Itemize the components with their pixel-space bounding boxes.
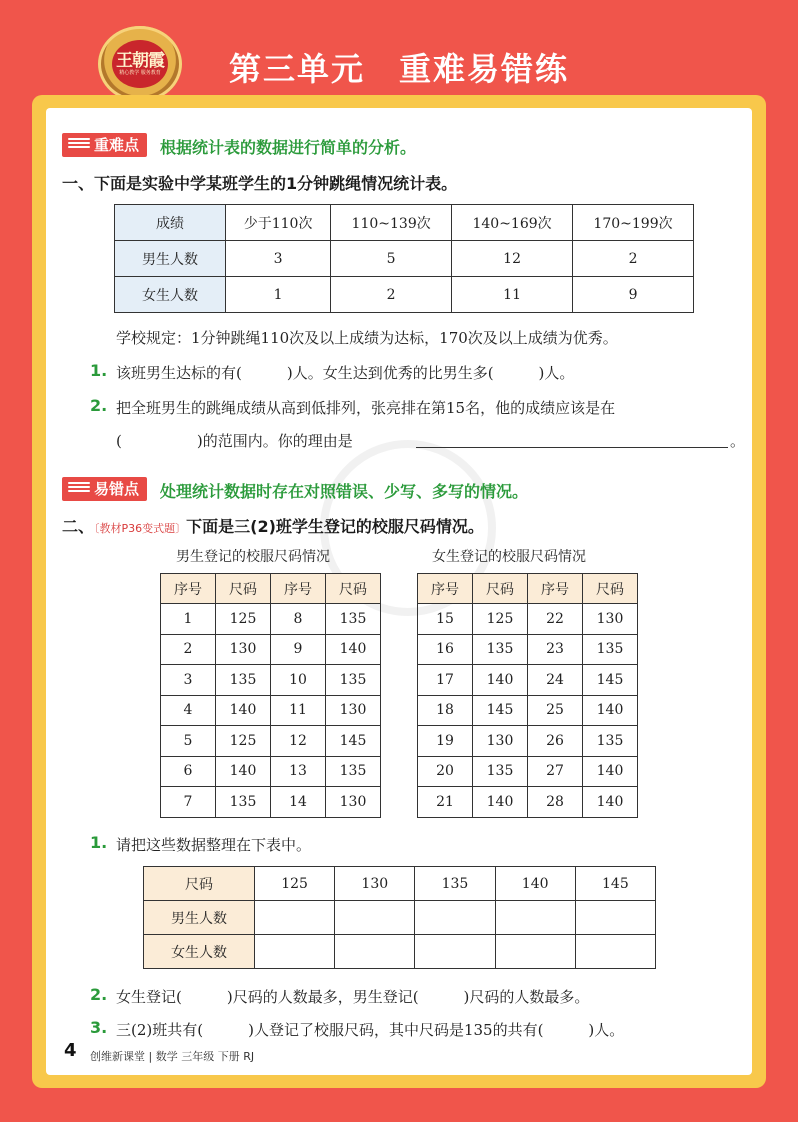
sub-question-text: 三(2)班共有( )人登记了校服尺码，其中尺码是135的共有( )人。 [116, 1021, 625, 1039]
footer-book-info: 创维新课堂 | 数学 三年级 下册 RJ [90, 1050, 255, 1063]
table-cell: 3 [161, 665, 216, 696]
logo-name: 王朝霞 [116, 50, 164, 71]
sub-question-end: 。 [730, 432, 746, 450]
table-cell: 130 [216, 634, 271, 665]
table-cell: 5 [331, 241, 452, 277]
table-cell: 145 [326, 726, 381, 757]
table-cell: 12 [271, 726, 326, 757]
table-cell: 12 [452, 241, 573, 277]
table-cell: 125 [473, 604, 528, 635]
answer-cell[interactable] [335, 901, 415, 935]
table-row [144, 935, 656, 969]
table-cell: 1 [161, 604, 216, 635]
table-row [161, 787, 381, 818]
table-cell: 130 [583, 604, 638, 635]
question-2-heading [62, 514, 484, 537]
table-cell: 24 [528, 665, 583, 696]
table-header: 成绩 [115, 205, 226, 241]
table-cell: 20 [418, 756, 473, 787]
sub-question-text: 请把这些数据整理在下表中。 [116, 836, 312, 854]
table-header: 130 [335, 867, 415, 901]
row-label: 女生人数 [144, 935, 255, 969]
table-cell: 1 [226, 277, 331, 313]
answer-cell[interactable] [575, 901, 655, 935]
table-cell: 135 [326, 604, 381, 635]
key-point-tag-label: 重难点 [94, 136, 140, 154]
table-cell: 4 [161, 695, 216, 726]
table-cell: 22 [528, 604, 583, 635]
table-header: 110~139次 [331, 205, 452, 241]
table-cell: 140 [473, 665, 528, 696]
wave-icon [68, 138, 90, 152]
table-row [418, 756, 638, 787]
table-row [161, 726, 381, 757]
table-row [161, 634, 381, 665]
table-row [418, 726, 638, 757]
table-cell: 135 [216, 665, 271, 696]
table-cell: 23 [528, 634, 583, 665]
table-row [161, 695, 381, 726]
table-cell: 9 [271, 634, 326, 665]
row-label: 女生人数 [115, 277, 226, 313]
table-cell: 145 [583, 665, 638, 696]
page-number: 4 [64, 1040, 77, 1061]
table-header: 序号 [161, 574, 216, 604]
sub-question-number: 1. [90, 833, 108, 852]
answer-cell[interactable] [575, 935, 655, 969]
answer-cell[interactable] [255, 901, 335, 935]
question-1-heading: 一、下面是实验中学某班学生的1分钟跳绳情况统计表。 [62, 174, 458, 193]
table-cell: 135 [216, 787, 271, 818]
table-cell: 11 [452, 277, 573, 313]
answer-line[interactable] [416, 447, 728, 448]
row-label: 男生人数 [115, 241, 226, 277]
answer-cell[interactable] [415, 901, 495, 935]
boys-size-table [160, 573, 381, 818]
table-header: 少于110次 [226, 205, 331, 241]
table-row [161, 756, 381, 787]
table-header: 145 [575, 867, 655, 901]
table-cell: 3 [226, 241, 331, 277]
table-cell: 14 [271, 787, 326, 818]
table-cell: 140 [473, 787, 528, 818]
mistake-point-tag [62, 477, 147, 501]
table-cell: 140 [583, 756, 638, 787]
table-cell: 26 [528, 726, 583, 757]
table-header: 序号 [271, 574, 326, 604]
table-header: 尺码 [216, 574, 271, 604]
table-header: 125 [255, 867, 335, 901]
table-cell: 8 [271, 604, 326, 635]
sub-question-text: 把全班男生的跳绳成绩从高到低排列，张亮排在第15名，他的成绩应该是在 [116, 399, 616, 417]
table-cell: 125 [216, 726, 271, 757]
table-cell: 135 [473, 634, 528, 665]
table-cell: 17 [418, 665, 473, 696]
jump-rope-table [114, 204, 694, 313]
table-cell: 135 [326, 756, 381, 787]
table-header: 序号 [528, 574, 583, 604]
table-header: 170~199次 [573, 205, 694, 241]
table-cell: 140 [583, 695, 638, 726]
table-cell: 2 [161, 634, 216, 665]
table-row [161, 604, 381, 635]
key-point-text: 根据统计表的数据进行简单的分析。 [160, 138, 417, 157]
table-cell: 2 [573, 241, 694, 277]
table-cell: 28 [528, 787, 583, 818]
sub-question-number: 2. [90, 396, 108, 415]
table-header: 尺码 [144, 867, 255, 901]
unit-title: 第三单元 重难易错练 [228, 50, 569, 88]
mistake-point-tag-label: 易错点 [94, 480, 140, 498]
table-cell: 25 [528, 695, 583, 726]
table-cell: 130 [326, 787, 381, 818]
question-2-text: 下面是三(2)班学生登记的校服尺码情况。 [186, 517, 484, 536]
sub-question-number: 2. [90, 985, 108, 1004]
textbook-source: 〔教材P36变式题〕 [94, 522, 187, 535]
table-cell: 21 [418, 787, 473, 818]
table-row [115, 277, 694, 313]
table-cell: 135 [583, 634, 638, 665]
table-row [115, 241, 694, 277]
table-cell: 135 [326, 665, 381, 696]
question-2-prefix: 二、 [62, 517, 95, 536]
answer-cell[interactable] [495, 901, 575, 935]
sub-question-text: ( )的范围内。你的理由是 [116, 432, 353, 450]
sub-question-number: 3. [90, 1018, 108, 1037]
table-cell: 18 [418, 695, 473, 726]
table-cell: 11 [271, 695, 326, 726]
table-row [418, 665, 638, 696]
mistake-point-text: 处理统计数据时存在对照错误、少写、多写的情况。 [160, 482, 529, 501]
table-cell: 125 [216, 604, 271, 635]
sub-question-text: 该班男生达标的有( )人。女生达到优秀的比男生多( )人。 [116, 364, 575, 382]
table-cell: 140 [216, 756, 271, 787]
key-point-tag [62, 133, 147, 157]
school-rule: 学校规定：1分钟跳绳110次及以上成绩为达标，170次及以上成绩为优秀。 [116, 329, 618, 347]
table-header: 135 [415, 867, 495, 901]
table-header: 序号 [418, 574, 473, 604]
table-header: 140 [495, 867, 575, 901]
table-cell: 140 [326, 634, 381, 665]
table-cell: 140 [583, 787, 638, 818]
table-cell: 9 [573, 277, 694, 313]
girls-size-table [417, 573, 638, 818]
table-row [418, 604, 638, 635]
table-header: 尺码 [583, 574, 638, 604]
table-cell: 5 [161, 726, 216, 757]
table-cell: 130 [326, 695, 381, 726]
table-cell: 130 [473, 726, 528, 757]
answer-cell[interactable] [335, 935, 415, 969]
answer-cell[interactable] [255, 935, 335, 969]
table-cell: 15 [418, 604, 473, 635]
table-row [161, 665, 381, 696]
table-cell: 19 [418, 726, 473, 757]
boys-table-title: 男生登记的校服尺码情况 [176, 549, 330, 565]
sub-question-text: 女生登记( )尺码的人数最多，男生登记( )尺码的人数最多。 [116, 988, 590, 1006]
table-cell: 145 [473, 695, 528, 726]
table-header: 尺码 [473, 574, 528, 604]
row-label: 男生人数 [144, 901, 255, 935]
table-cell: 2 [331, 277, 452, 313]
sub-question-number: 1. [90, 361, 108, 380]
table-header: 尺码 [326, 574, 381, 604]
table-row [418, 787, 638, 818]
table-cell: 7 [161, 787, 216, 818]
answer-cell[interactable] [415, 935, 495, 969]
table-row [418, 695, 638, 726]
table-row [418, 634, 638, 665]
table-cell: 135 [583, 726, 638, 757]
table-header: 140~169次 [452, 205, 573, 241]
wave-icon [68, 482, 90, 496]
table-cell: 135 [473, 756, 528, 787]
size-summary-table [143, 866, 656, 969]
logo-slogan: 精心教学 服务教育 [119, 69, 161, 76]
table-cell: 140 [216, 695, 271, 726]
answer-cell[interactable] [495, 935, 575, 969]
table-cell: 6 [161, 756, 216, 787]
girls-table-title: 女生登记的校服尺码情况 [432, 549, 586, 565]
table-cell: 16 [418, 634, 473, 665]
table-cell: 27 [528, 756, 583, 787]
table-cell: 13 [271, 756, 326, 787]
table-row [144, 901, 656, 935]
table-cell: 10 [271, 665, 326, 696]
